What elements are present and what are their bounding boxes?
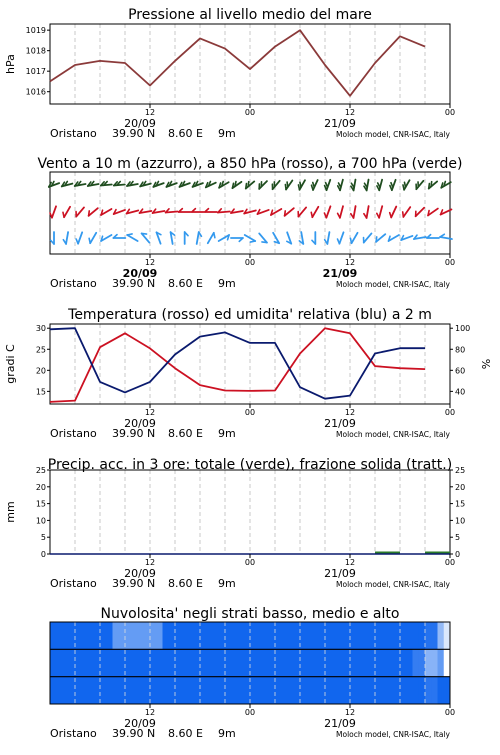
cloud-cell-alto <box>175 622 188 649</box>
wind-barb-feather <box>429 184 430 189</box>
cloud-cell-basso <box>238 677 251 704</box>
cloud-cell-alto <box>388 622 401 649</box>
footer-elevation: 9m <box>218 427 236 440</box>
wind-barb-feather <box>300 182 301 187</box>
panel-title-3: Temperatura (rosso) ed umidita' relativa (blu) a 2 m <box>67 307 432 323</box>
cloud-cell-alto <box>375 622 388 649</box>
cloud-cell-alto <box>263 622 276 649</box>
wind-barb-feather <box>403 212 404 217</box>
wind-barb-700-hPa <box>259 181 267 189</box>
wind-barb-850-hPa <box>353 206 355 218</box>
cloud-cell-medio <box>425 649 432 676</box>
cloud-cell-basso <box>100 677 113 704</box>
cloud-cell-basso <box>413 677 420 704</box>
footer-lat: 39.90 N <box>112 577 155 590</box>
cloud-cell-basso <box>213 677 226 704</box>
x-tick-label: 00 <box>445 558 455 567</box>
wind-barb-feather <box>311 212 312 217</box>
cloud-cell-basso <box>363 677 376 704</box>
x-tick-label: 00 <box>245 258 255 267</box>
humidity-line <box>50 328 425 399</box>
cloud-cell-alto <box>250 622 263 649</box>
wind-barb-feather <box>285 185 286 190</box>
wind-barb-feather <box>390 213 392 218</box>
footer-lon: 8.60 E <box>168 577 203 590</box>
wind-barb-850-hPa <box>403 207 410 217</box>
y-tick-label: 1017 <box>26 67 46 76</box>
cloud-cell-medio <box>350 649 363 676</box>
x-tick-label: 00 <box>445 258 455 267</box>
cloud-cell-medio <box>288 649 301 676</box>
cloud-cell-medio <box>50 649 63 676</box>
x-tick-label: 12 <box>145 408 155 417</box>
wind-barb-850-hPa <box>285 208 294 216</box>
x-tick-label: 12 <box>145 558 155 567</box>
cloud-cell-medio <box>188 649 201 676</box>
x-tick-label: 12 <box>345 558 355 567</box>
cloud-cell-alto <box>50 622 63 649</box>
x-tick-label: 12 <box>345 108 355 117</box>
wind-barb-feather <box>89 238 90 243</box>
cloud-cell-medio <box>300 649 313 676</box>
cloud-cell-alto <box>75 622 88 649</box>
wind-barb-10-m <box>197 232 199 244</box>
wind-barb-feather <box>312 185 314 190</box>
wind-barb-feather <box>246 184 247 189</box>
wind-barb-10-m <box>327 232 329 244</box>
wind-barb-10-m <box>208 233 214 243</box>
footer-location: Oristano <box>50 577 97 590</box>
panel-title-1: Pressione al livello medio del mare <box>128 7 372 23</box>
y-tick-label-right: 25 <box>455 466 465 475</box>
y-axis-label-humidity: % <box>480 359 493 369</box>
footer-lat: 39.90 N <box>112 427 155 440</box>
cloud-cell-alto <box>200 622 213 649</box>
wind-barb-feather <box>428 211 429 216</box>
wind-barb-feather <box>364 214 367 218</box>
wind-barb-850-hPa <box>298 207 306 216</box>
cloud-cell-alto <box>288 622 301 649</box>
cloud-cell-alto <box>113 622 133 649</box>
footer-model: Moloch model, CNR-ISAC, Italy <box>336 430 451 439</box>
footer-elevation: 9m <box>218 277 236 290</box>
cloud-cell-basso <box>263 677 276 704</box>
wind-barb-10-m <box>127 235 137 241</box>
cloud-cell-medio <box>325 649 338 676</box>
cloud-cell-medio <box>441 649 444 676</box>
wind-barb-feather <box>338 239 340 244</box>
x-date-label: 21/09 <box>324 417 356 430</box>
wind-barb-feather <box>403 185 404 190</box>
cloud-cell-medio <box>275 649 288 676</box>
x-date-label: 20/09 <box>124 417 156 430</box>
wind-barb-850-hPa <box>89 208 98 216</box>
y-tick-label: 10 <box>36 516 46 525</box>
y-tick-label-humidity: 40 <box>455 387 465 396</box>
cloud-cell-alto <box>88 622 101 649</box>
cloud-cell-medio <box>113 649 133 676</box>
cloud-cell-basso <box>444 677 447 704</box>
panel-title-5: Nuvolosita' negli strati basso, medio e alto <box>101 606 400 622</box>
x-tick-label: 12 <box>145 708 155 717</box>
wind-barb-feather <box>232 183 233 188</box>
pressure-line <box>50 30 425 96</box>
cloud-cell-basso <box>431 677 438 704</box>
cloud-cell-alto <box>238 622 251 649</box>
cloud-cell-alto <box>413 622 420 649</box>
x-tick-label: 00 <box>245 558 255 567</box>
x-date-label: 20/09 <box>124 717 156 730</box>
wind-barb-10-m <box>90 233 96 243</box>
x-date-label: 20/09 <box>124 117 156 130</box>
wind-barb-feather <box>235 182 236 187</box>
y-tick-label-humidity: 60 <box>455 366 465 375</box>
wind-barb-850-hPa <box>312 207 318 217</box>
wind-barb-850-hPa <box>416 208 424 216</box>
cloud-cell-basso <box>225 677 238 704</box>
wind-barb-feather <box>76 239 78 244</box>
wind-barb-feather <box>404 182 405 187</box>
cloud-cell-basso <box>200 677 213 704</box>
cloud-cell-medio <box>363 649 376 676</box>
cloud-cell-medio <box>313 649 326 676</box>
wind-barb-10-m <box>78 232 82 243</box>
cloud-cell-medio <box>63 649 76 676</box>
cloud-cell-alto <box>444 622 447 649</box>
wind-barb-feather <box>350 238 351 243</box>
cloud-cell-alto <box>400 622 413 649</box>
y-tick-label-right: 0 <box>455 550 460 559</box>
cloud-cell-basso <box>400 677 413 704</box>
footer-lon: 8.60 E <box>168 277 203 290</box>
cloud-cell-medio <box>438 649 442 676</box>
wind-barb-700-hPa <box>367 180 369 191</box>
cloud-cell-alto <box>313 622 326 649</box>
panel-title-4: Precip. acc. in 3 ore: totale (verde), frazione solida (tratt.) <box>48 457 452 473</box>
wind-barb-10-m <box>142 233 150 242</box>
cloud-cell-medio <box>250 649 263 676</box>
cloud-cell-medio <box>444 649 447 676</box>
cloud-cell-alto <box>163 622 176 649</box>
panel-title-2: Vento a 10 m (azzurro), a 850 hPa (rosso), a 700 hPa (verde) <box>37 156 462 172</box>
cloud-cell-alto <box>225 622 238 649</box>
wind-barb-10-m <box>259 233 267 242</box>
y-axis-label: mm <box>4 501 17 522</box>
wind-barb-feather <box>431 182 432 187</box>
wind-barb-850-hPa <box>367 206 369 218</box>
cloud-cell-alto <box>419 622 426 649</box>
cloud-cell-basso <box>50 677 63 704</box>
wind-barb-feather <box>250 241 255 242</box>
cloud-cell-alto <box>338 622 351 649</box>
cloud-cell-basso <box>300 677 313 704</box>
x-date-label: 21/09 <box>324 717 356 730</box>
cloud-cell-medio <box>88 649 101 676</box>
cloud-cell-medio <box>100 649 113 676</box>
cloud-cell-alto <box>438 622 442 649</box>
wind-barb-feather <box>63 240 66 244</box>
cloud-cell-alto <box>213 622 226 649</box>
wind-barb-feather <box>440 234 444 237</box>
wind-barb-850-hPa <box>340 206 343 218</box>
wind-barb-feather <box>285 211 286 216</box>
x-tick-label: 00 <box>245 108 255 117</box>
cloud-cell-medio <box>400 649 413 676</box>
x-date-label: 20/09 <box>124 567 156 580</box>
footer-lat: 39.90 N <box>112 727 155 740</box>
y-tick-label-right: 10 <box>455 516 465 525</box>
y-tick-label-temperature: 15 <box>36 387 46 396</box>
y-tick-label-temperature: 25 <box>36 345 46 354</box>
cloud-cell-medio <box>175 649 188 676</box>
cloud-cell-medio <box>263 649 276 676</box>
wind-barb-700-hPa <box>379 180 382 191</box>
wind-barb-feather <box>298 185 299 190</box>
footer-lat: 39.90 N <box>112 127 155 140</box>
cloud-cell-medio <box>419 649 426 676</box>
y-tick-label: 20 <box>36 483 46 492</box>
footer-location: Oristano <box>50 727 97 740</box>
cloud-cell-alto <box>363 622 376 649</box>
cloud-cell-alto <box>275 622 288 649</box>
wind-barb-700-hPa <box>354 180 356 191</box>
y-tick-label: 5 <box>41 533 46 542</box>
cloud-cell-alto <box>153 622 163 649</box>
x-date-label: 21/09 <box>324 117 356 130</box>
y-tick-label-right: 15 <box>455 500 465 509</box>
cloud-cell-basso <box>425 677 432 704</box>
footer-model: Moloch model, CNR-ISAC, Italy <box>336 730 451 739</box>
wind-barb-850-hPa <box>379 206 382 218</box>
wind-barb-feather <box>338 213 340 217</box>
cloud-cell-basso <box>388 677 401 704</box>
footer-location: Oristano <box>50 427 97 440</box>
footer-elevation: 9m <box>218 577 236 590</box>
y-tick-label-humidity: 80 <box>455 345 465 354</box>
footer-model: Moloch model, CNR-ISAC, Italy <box>336 130 451 139</box>
x-tick-label: 12 <box>145 108 155 117</box>
x-tick-label: 00 <box>445 408 455 417</box>
y-tick-label-temperature: 20 <box>36 366 46 375</box>
y-tick-label-right: 20 <box>455 483 465 492</box>
cloud-cell-basso <box>441 677 444 704</box>
cloud-cell-basso <box>288 677 301 704</box>
y-tick-label: 1016 <box>26 88 46 97</box>
footer-elevation: 9m <box>218 127 236 140</box>
cloud-cell-basso <box>75 677 88 704</box>
wind-barb-feather <box>142 233 147 234</box>
y-tick-label-humidity: 100 <box>455 324 470 333</box>
cloud-cell-basso <box>88 677 101 704</box>
cloud-cell-basso <box>419 677 426 704</box>
y-tick-label: 25 <box>36 466 46 475</box>
cloud-cell-basso <box>113 677 133 704</box>
cloud-cell-medio <box>213 649 226 676</box>
cloud-cell-alto <box>300 622 313 649</box>
y-axis-label-temperature: gradi C <box>4 344 17 384</box>
wind-barb-700-hPa <box>340 180 343 191</box>
wind-barb-feather <box>63 212 64 217</box>
x-tick-label: 00 <box>445 708 455 717</box>
cloud-cell-medio <box>225 649 238 676</box>
wind-barb-feather <box>214 233 215 238</box>
cloud-cell-alto <box>425 622 432 649</box>
cloud-cell-basso <box>163 677 176 704</box>
wind-barb-850-hPa <box>326 206 330 217</box>
wind-barb-feather <box>262 242 267 243</box>
cloud-cell-alto <box>350 622 363 649</box>
cloud-cell-medio <box>200 649 213 676</box>
cloud-cell-basso <box>63 677 76 704</box>
footer-location: Oristano <box>50 277 97 290</box>
panel-frame-1 <box>50 24 450 104</box>
x-tick-label: 00 <box>245 408 255 417</box>
cloud-cell-alto <box>325 622 338 649</box>
y-tick-label: 1019 <box>26 26 46 35</box>
cloud-cell-basso <box>250 677 263 704</box>
cloud-cell-alto <box>63 622 76 649</box>
cloud-cell-medio <box>238 649 251 676</box>
wind-barb-10-m <box>364 233 372 242</box>
cloud-cell-medio <box>375 649 388 676</box>
footer-location: Oristano <box>50 127 97 140</box>
cloud-cell-basso <box>350 677 363 704</box>
y-tick-label: 15 <box>36 500 46 509</box>
y-axis-label: hPa <box>4 54 17 74</box>
y-tick-label: 1018 <box>26 47 46 56</box>
footer-model: Moloch model, CNR-ISAC, Italy <box>336 580 451 589</box>
x-tick-label: 12 <box>145 258 155 267</box>
y-tick-label-temperature: 30 <box>36 324 46 333</box>
wind-barb-feather <box>351 214 354 218</box>
wind-barb-feather <box>127 234 132 235</box>
cloud-cell-basso <box>438 677 442 704</box>
wind-barb-850-hPa <box>76 207 84 216</box>
wind-barb-10-m <box>66 232 68 244</box>
wind-barb-850-hPa <box>52 206 56 217</box>
cloud-cell-alto <box>441 622 444 649</box>
footer-lon: 8.60 E <box>168 427 203 440</box>
x-tick-label: 00 <box>445 108 455 117</box>
wind-barb-feather <box>89 211 90 216</box>
cloud-cell-basso <box>275 677 288 704</box>
cloud-cell-medio <box>153 649 163 676</box>
footer-lon: 8.60 E <box>168 127 203 140</box>
cloud-cell-medio <box>75 649 88 676</box>
panel-frame-3 <box>50 324 450 404</box>
cloud-cell-medio <box>413 649 420 676</box>
wind-barb-10-m <box>352 233 358 243</box>
wind-barb-850-hPa <box>391 207 396 218</box>
wind-barb-feather <box>313 182 315 187</box>
cloud-cell-medio <box>431 649 438 676</box>
wind-barb-850-hPa <box>64 207 70 217</box>
cloud-cell-alto <box>100 622 113 649</box>
wind-barb-feather <box>376 237 377 242</box>
y-tick-label-right: 5 <box>455 533 460 542</box>
x-date-label: 21/09 <box>323 267 358 280</box>
wind-barb-feather <box>199 232 202 236</box>
x-tick-label: 12 <box>345 408 355 417</box>
footer-lat: 39.90 N <box>112 277 155 290</box>
cloud-cell-alto <box>431 622 438 649</box>
footer-elevation: 9m <box>218 727 236 740</box>
y-tick-label: 0 <box>41 550 46 559</box>
x-tick-label: 12 <box>345 708 355 717</box>
x-date-label: 21/09 <box>324 567 356 580</box>
cloud-cell-medio <box>388 649 401 676</box>
footer-model: Moloch model, CNR-ISAC, Italy <box>336 280 451 289</box>
x-tick-label: 00 <box>245 708 255 717</box>
wind-barb-feather <box>377 213 379 217</box>
cloud-cell-basso <box>175 677 188 704</box>
cloud-cell-basso <box>325 677 338 704</box>
cloud-cell-medio <box>338 649 351 676</box>
cloud-cell-alto <box>188 622 201 649</box>
cloud-cell-medio <box>163 649 176 676</box>
x-tick-label: 12 <box>345 258 355 267</box>
wind-barb-10-m <box>376 234 385 242</box>
x-date-label: 20/09 <box>123 267 158 280</box>
cloud-cell-basso <box>375 677 388 704</box>
cloud-cell-basso <box>153 677 163 704</box>
cloud-cell-basso <box>338 677 351 704</box>
cloud-cell-basso <box>188 677 201 704</box>
wind-barb-feather <box>287 182 288 187</box>
wind-barb-10-m <box>339 232 343 243</box>
cloud-cell-basso <box>313 677 326 704</box>
wind-barb-feather <box>248 182 249 187</box>
footer-lon: 8.60 E <box>168 727 203 740</box>
